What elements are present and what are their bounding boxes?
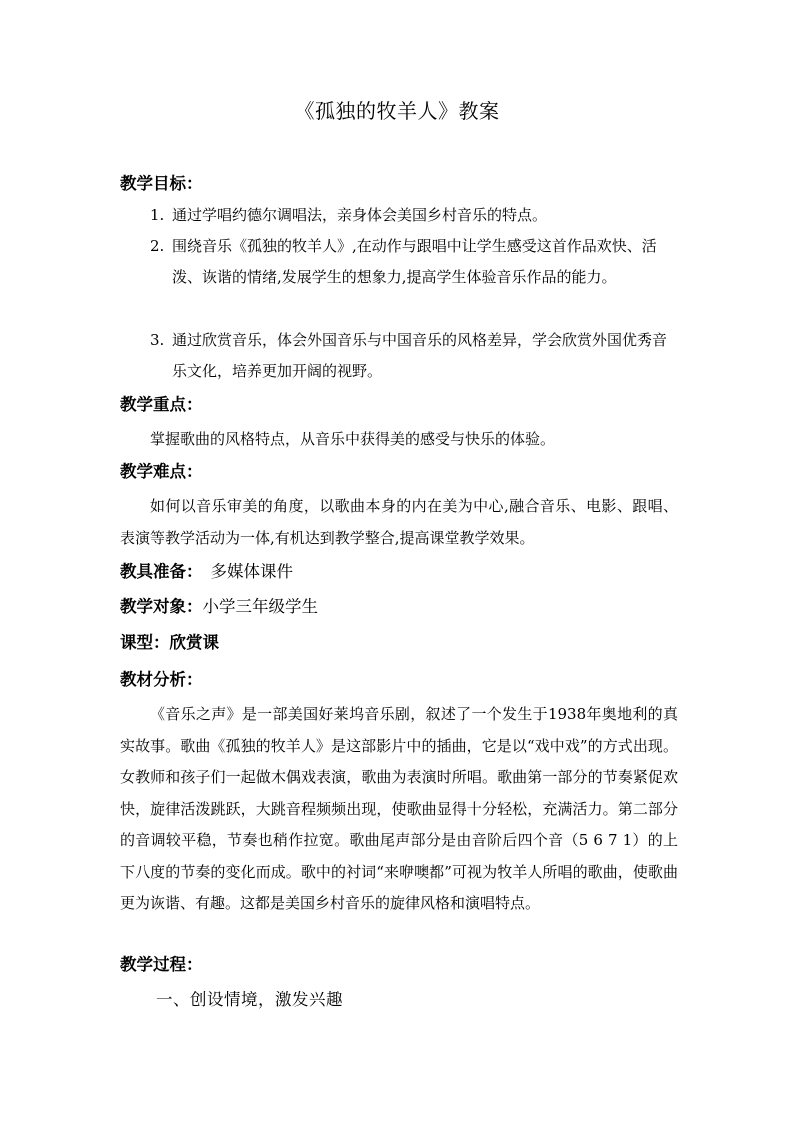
aids-row	[120, 561, 293, 583]
objective-item-1	[150, 200, 680, 231]
objective-item-2	[150, 231, 680, 293]
objective-number: 3.	[150, 331, 165, 349]
aids-value: 多媒体课件	[210, 562, 293, 581]
objective-text: 通过欣赏音乐，体会外国音乐与中国音乐的风格差异，学会欣赏外国优秀音乐文化，培养更加开阔的视野。	[172, 331, 668, 380]
audience-heading: 教学对象：	[120, 597, 203, 616]
lesson-type-heading: 课型：	[120, 633, 170, 652]
aids-heading: 教具准备：	[120, 562, 203, 581]
objectives-heading: 教学目标：	[120, 174, 203, 193]
process-heading: 教学过程：	[120, 955, 203, 974]
audience-row	[120, 596, 318, 618]
lesson-type-value: 欣赏课	[169, 633, 219, 652]
key-points-text: 掌握歌曲的风格特点，从音乐中获得美的感受与快乐的体验。	[150, 430, 556, 448]
process-step-1: 一、创设情境，激发兴趣	[156, 990, 343, 1009]
key-points-heading: 教学重点：	[120, 395, 203, 414]
objective-item-3	[150, 325, 680, 387]
objective-text: 围绕音乐《孤独的牧羊人》,在动作与跟唱中让学生感受这首作品欢快、活泼、诙谐的情绪,发展学生的想象力,提高学生体验音乐作品的能力。	[172, 237, 657, 286]
difficulties-heading: 教学难点：	[120, 462, 203, 481]
analysis-text: 《音乐之声》是一部美国好莱坞音乐剧，叙述了一个发生于1938年奥地利的真实故事。歌曲《孤独的牧羊人》是这部影片中的插曲，它是以“戏中戏”的方式出现。女教师和孩子们一起做木偶戏表演，歌曲为表演时所唱。歌曲第一部分的节奏紧促欢快，旋律活泼跳跃，大跳音程频频出现，使歌曲显得十分轻松，充满活力。第二部分的音调较平稳，节奏也稍作拉宽。歌曲尾声部分是由音阶后四个音（5 6 7 1）的上下八度的节奏的变化而成。歌中的衬词“来咿噢都”可视为牧羊人所唱的歌曲，使歌曲更为诙谐、有趣。这都是美国乡村音乐的旋律风格和演唱特点。	[120, 705, 678, 912]
objective-number: 2.	[150, 237, 165, 255]
difficulties-text: 如何以音乐审美的角度，以歌曲本身的内在美为中心,融合音乐、电影、跟唱、表演等教学活动为一体,有机达到教学整合,提高课堂教学效果。	[120, 497, 678, 547]
analysis-heading: 教材分析：	[120, 670, 203, 689]
document-title: 《孤独的牧羊人》教案	[294, 99, 500, 123]
objective-number: 1.	[150, 206, 165, 224]
lesson-type-row	[120, 632, 219, 654]
audience-value: 小学三年级学生	[202, 597, 318, 616]
objective-text: 通过学唱约德尔调唱法，亲身体会美国乡村音乐的特点。	[172, 206, 548, 224]
